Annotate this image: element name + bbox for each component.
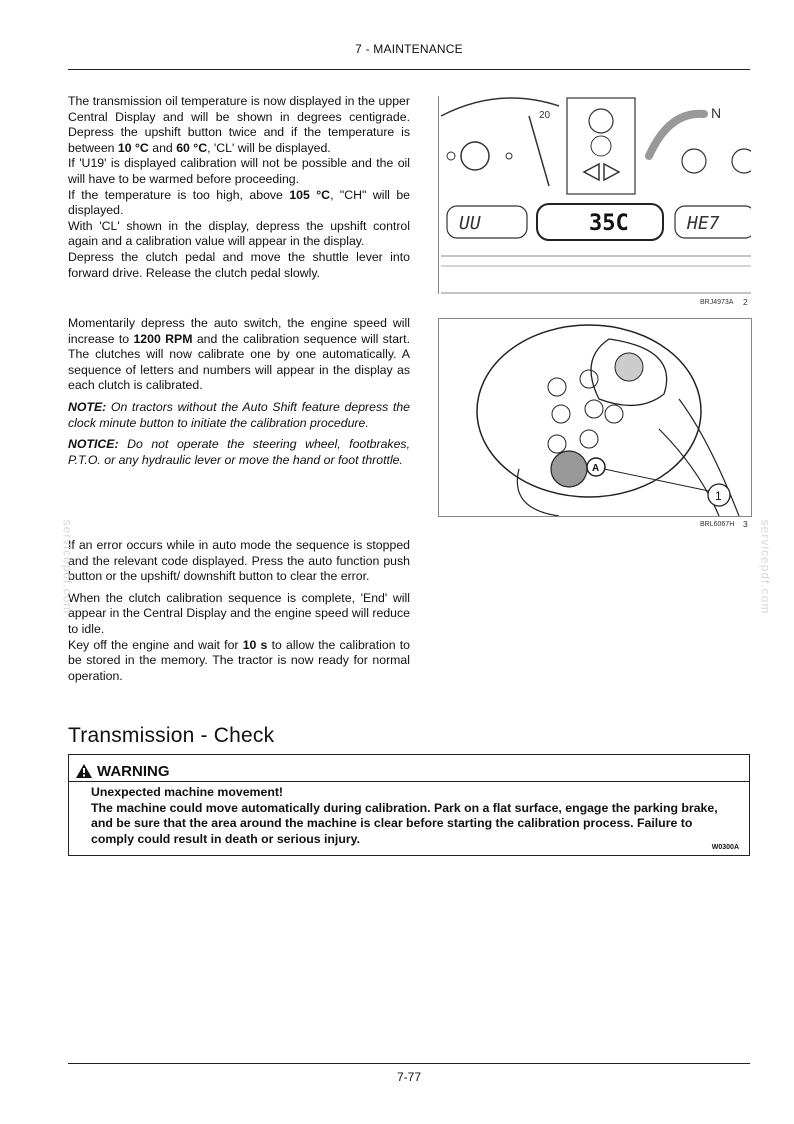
paragraph-complete: When the clutch calibration sequence is complete, 'End' will appear in the Central Display and the engine speed will reduce to idle.	[68, 590, 410, 636]
figure-joystick	[438, 318, 752, 517]
warning-line-2: The machine could move automatically during calibration. Park on a flat surface, engage the parking brake, and be sure that the area around the machine is clear before starting the calibration process. Failure to comply could result in death or serious injury.	[91, 800, 718, 846]
center-display: 35C	[589, 211, 629, 236]
figure3-number: 3	[743, 519, 748, 529]
figure-instrument-display	[438, 96, 751, 294]
calibration-text-block-2	[68, 316, 410, 468]
header-rule	[68, 69, 750, 70]
footer-rule	[68, 1063, 750, 1064]
callout-1-label: 1	[715, 489, 722, 503]
paragraph-clutch-pedal: Depress the clutch pedal and move the shuttle lever into forward drive. Release the clutch pedal slowly.	[68, 249, 410, 280]
figure2-caption: BRJ4973A	[700, 299, 734, 306]
gauge-label: 20	[539, 110, 551, 121]
section-title: Transmission - Check	[68, 724, 275, 747]
instrument-display-illustration	[439, 96, 751, 294]
warning-body	[91, 785, 731, 847]
warning-line-1: Unexpected machine movement!	[91, 785, 284, 799]
page-number: 7-77	[396, 1070, 422, 1084]
joystick-illustration	[439, 319, 751, 516]
warning-code: W0300A	[711, 844, 739, 851]
paragraph-auto-switch: Momentarily depress the auto switch, the engine speed will increase to 1200 RPM and the calibration sequence will start. The clutches will now calibrate one by one automatically. A sequence of letters and numbers will appear in the display as each clutch is calibrated.	[68, 316, 410, 393]
watermark-right: servicepdf.com	[758, 519, 773, 615]
paragraph-u19: If 'U19' is displayed calibration will not be possible and the oil will have to be warmed before proceeding.	[68, 156, 410, 186]
paragraph-error: If an error occurs while in auto mode the sequence is stopped and the relevant code displayed. Press the auto function push button or the upshift/ downshift button to clear the error.	[68, 538, 410, 584]
notice-paragraph: NOTICE: Do not operate the steering wheel, footbrakes, P.T.O. or any hydraulic lever or move the hand or foot throttle.	[68, 437, 410, 467]
warning-divider	[69, 781, 749, 782]
paragraph-temperature: The transmission oil temperature is now displayed in the upper Central Display and will be shown in degrees centigrade. Depress the upshift button twice and if the temperature is between 10 °C and 60 °C, 'CL' will be displayed.	[68, 94, 410, 155]
figure2-number: 2	[743, 297, 748, 307]
warning-box	[68, 754, 750, 856]
calibration-text-block-1	[68, 94, 410, 281]
watermark-left: servicepdf.com	[60, 519, 75, 615]
left-display: UU	[459, 213, 481, 234]
warning-heading: WARNING	[75, 761, 170, 781]
right-display: HE7	[687, 213, 720, 234]
paragraph-cl-shown: With 'CL' shown in the display, depress the upshift control again and a calibration value will appear in the display.	[68, 218, 410, 249]
paragraph-key-off: Key off the engine and wait for 10 s to allow the calibration to be stored in the memory. The tractor is now ready for normal operation.	[68, 637, 410, 683]
paragraph-too-high: If the temperature is too high, above 105 °C, "CH" will be displayed.	[68, 187, 411, 218]
note-paragraph: NOTE: On tractors without the Auto Shift feature depress the clock minute button to initiate the calibration procedure.	[68, 399, 410, 430]
figure3-caption: BRL6067H	[700, 521, 735, 528]
n-label: N	[711, 105, 722, 121]
page-header: 7 - MAINTENANCE	[355, 42, 463, 56]
warning-triangle-icon	[75, 763, 93, 779]
callout-a-label: A	[592, 463, 600, 474]
calibration-text-block-3	[68, 538, 410, 684]
